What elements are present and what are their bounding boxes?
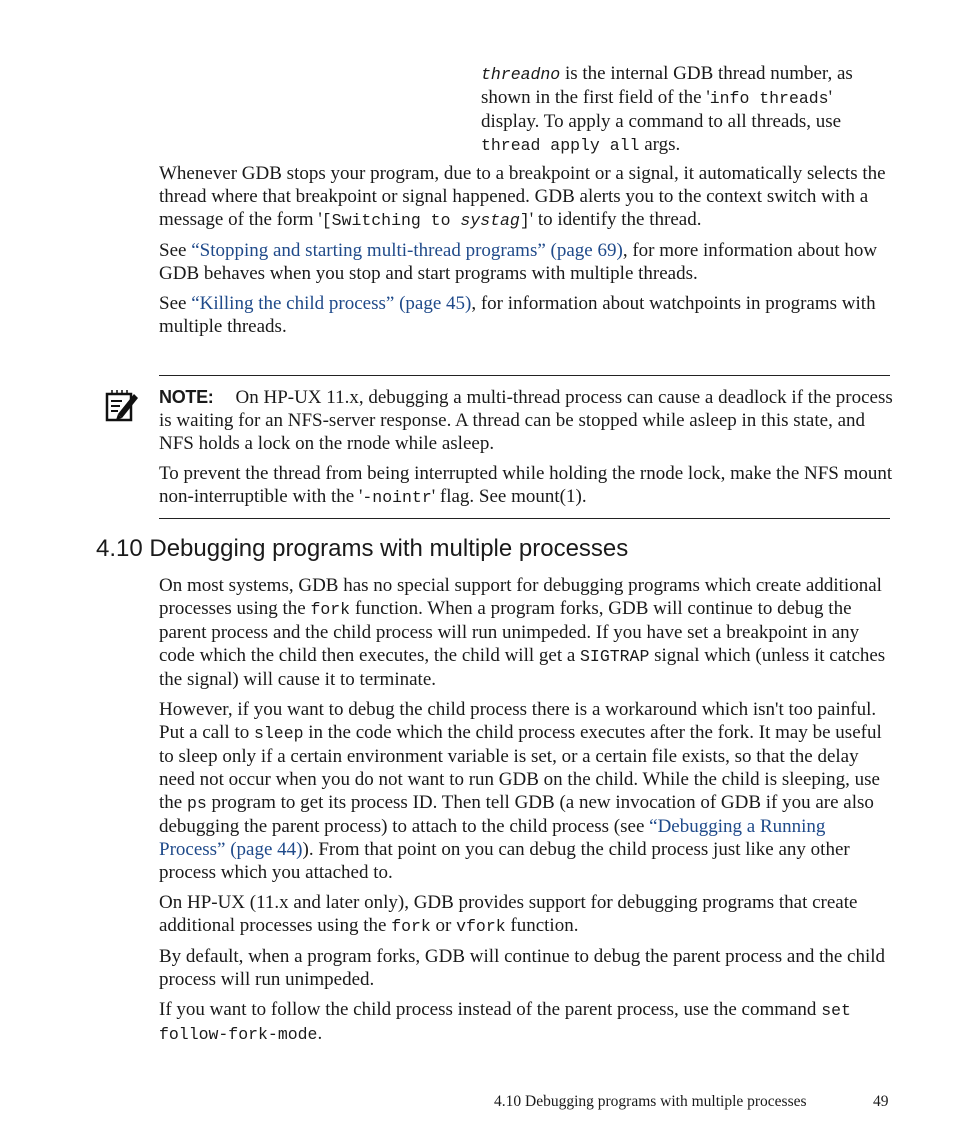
body-thread-paragraphs [159, 162, 894, 338]
link-debugging-running-process[interactable]: “Debugging a Running Process” (page 44) [159, 816, 826, 860]
paragraph-follow-child: If you want to follow the child process instead of the parent process, use the command set follow-fork-mode. [159, 999, 851, 1044]
code-thread-apply-all: thread apply all [481, 136, 640, 155]
paragraph-hpux-support: On HP-UX (11.x and later only), GDB provides support for debugging programs that create additional processes using the fork or vfork function. [159, 892, 858, 936]
code-set-follow-fork-mode: set follow-fork-mode [159, 1001, 851, 1044]
param-description: threadno is the internal GDB thread number, as shown in the first field of the 'info threads' display. To apply a command to all threads, use thread apply all args. [481, 63, 853, 155]
note-top-rule [159, 375, 890, 376]
page-number: 49 [873, 1093, 889, 1110]
paragraph-see-killing: See “Killing the child process” (page 45), for information about watchpoints in programs with multiple threads. [159, 293, 876, 337]
paragraph-see-stopping: See “Stopping and starting multi-thread programs” (page 69), for more information about how GDB behaves when you stop and start programs with multiple threads. [159, 240, 878, 284]
note-bottom-rule [159, 518, 890, 519]
paragraph-thread-switch: Whenever GDB stops your program, due to a breakpoint or a signal, it automatically selects the thread where that breakpoint or signal happened. GDB alerts you to the context switch with a message of the form '[Switching to systag]' to identify the thread. [159, 163, 886, 230]
note-icon [104, 388, 140, 424]
note-body: NOTE: On HP-UX 11.x, debugging a multi-thread process can cause a deadlock if the process is waiting for an NFS-server response. A thread can be stopped while asleep in this state, and NFS holds a lock on the rnode while asleep. To prevent the thread from being interrupted while holding the rnode lock, make the NFS mount non-interruptible with the '-nointr' flag. See mount(1). [159, 387, 893, 507]
note-label: NOTE: [159, 387, 214, 407]
link-stopping-starting[interactable]: “Stopping and starting multi-thread programs” (page 69) [191, 240, 623, 261]
paragraph-workaround: However, if you want to debug the child process there is a workaround which isn't too painful. Put a call to sleep in the code which the child process executes after the fork. It may be useful to sleep only if a certain environment variable is set, or a certain file exists, so that the delay need not occur when you do not want to run GDB on the child. While the child is sleeping, use the ps program to get its process ID. Then tell GDB (a new invocation of GDB if you are also debugging the parent process) to attach to the child process (see “Debugging a Running Process” (page 44)). From that point on you can debug the child process just like any other process which you attached to. [159, 699, 882, 883]
code-info-threads: info threads [709, 89, 829, 108]
paragraph-default: By default, when a program forks, GDB will continue to debug the parent process and the child process will run unimpeded. [159, 946, 886, 990]
footer-title: 4.10 Debugging programs with multiple processes [494, 1093, 807, 1110]
link-killing-child[interactable]: “Killing the child process” (page 45) [191, 293, 472, 314]
paragraph-no-special-support: On most systems, GDB has no special support for debugging programs which create additional processes using the fork function. When a program forks, GDB will continue to debug the parent process and the child process will run unimpeded. If you have set a breakpoint in any code which the child then executes, the child will get a SIGTRAP signal which (unless it catches the signal) will cause it to terminate. [159, 575, 886, 690]
param-threadno: threadno [481, 65, 561, 84]
section-body [159, 574, 894, 1046]
code-nointr: -nointr [362, 488, 432, 507]
section-heading: 4.10 Debugging programs with multiple processes [96, 535, 629, 562]
